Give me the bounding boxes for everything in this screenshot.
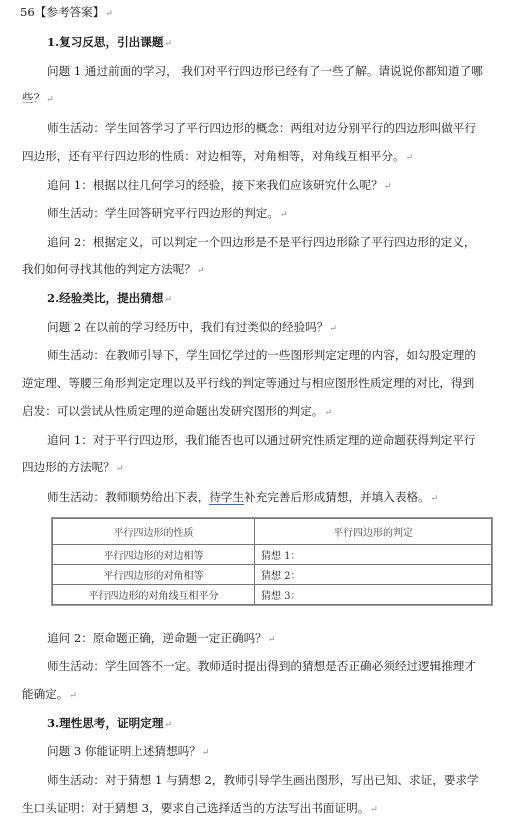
table-header-cell: 平行四边形的性质 (53, 519, 255, 545)
table-cell: 猜想 1： (255, 545, 492, 565)
section-heading-1: 1.复习反思，引出课题↵ (47, 35, 172, 49)
table-header-row (53, 519, 492, 545)
question-1-line-2: 些？↵ (22, 91, 54, 105)
followup-1: 追问 1：根据以往几何学习的经验，接下来我们应该研究什么呢？↵ (47, 178, 392, 192)
question-2: 问题 2 在以前的学习经历中，我们有过类似的经验吗？↵ (47, 320, 337, 334)
activity-3-line-3: 启发：可以尝试从性质定理的逆命题出发研究图形的判定。↵ (22, 404, 332, 418)
answer-title: 56【参考答案】↵ (20, 5, 113, 19)
table-cell: 平行四边形的对边相等 (53, 545, 255, 565)
activity-2: 师生活动：学生回答研究平行四边形的判定。↵ (47, 206, 288, 220)
activity-1-line-2: 四边形，还有平行四边形的性质：对边相等，对角相等，对角线互相平分。↵ (22, 149, 414, 163)
conjecture-table (52, 518, 492, 605)
activity-5-line-1: 师生活动：学生回答不一定。教师适时提出得到的猜想是否正确必须经过逻辑推理才 (47, 659, 476, 673)
followup-4: 追问 2：原命题正确，逆命题一定正确吗？↵ (47, 631, 276, 645)
activity-6-line-1: 师生活动：对于猜想 1 与猜想 2，教师引导学生画出图形，写出已知、求证，要求学 (47, 773, 479, 787)
question-3: 问题 3 你能证明上述猜想吗？↵ (47, 744, 210, 758)
activity-3-line-1: 师生活动：在教师引导下，学生回忆学过的一些图形判定定理的内容，如勾股定理的 (47, 348, 476, 362)
activity-6-line-2: 生口头证明：对于猜想 3，要求自己选择适当的方法写出书面证明。↵ (22, 801, 378, 815)
activity-3-line-2: 逆定理、等腰三角形判定定理以及平行线的判定等通过与相应图形性质定理的对比，得到 (22, 376, 475, 390)
section-heading-3: 3.理性思考，证明定理↵ (47, 716, 172, 730)
table-cell: 猜想 2： (255, 565, 492, 585)
question-1-line-1: 问题 1 通过前面的学习， 我们对平行四边形已经有了一些了解。请说说你都知道了哪 (47, 64, 483, 78)
followup-2-line-1: 追问 2：根据定义，可以判定一个四边形是不是平行四边形除了平行四边形的定义， (47, 235, 476, 249)
table-header-cell: 平行四边形的判定 (255, 519, 492, 545)
table-cell: 猜想 3： (255, 585, 492, 605)
section-heading-2: 2.经验类比，提出猜想↵ (47, 291, 172, 305)
table-cell: 平行四边形的对角相等 (53, 565, 255, 585)
activity-4: 师生活动：教师顺势给出下表，待学生补充完善后形成猜想，并填入表格。↵ (47, 490, 439, 504)
activity-5-line-2: 能确定。↵ (22, 687, 77, 701)
activity-1-line-1: 师生活动：学生回答学习了平行四边形的概念：两组对边分别平行的四边形叫做平行 (47, 121, 476, 135)
table-row (53, 565, 492, 585)
table-cell: 平行四边形的对角线互相平分 (53, 585, 255, 605)
followup-3-line-2: 四边形的方法呢？↵ (22, 460, 124, 474)
followup-3-line-1: 追问 1：对于平行四边形，我们能否也可以通过研究性质定理的逆命题获得判定平行 (47, 433, 476, 447)
table-row (53, 585, 492, 605)
table-row (53, 545, 492, 565)
spellcheck-underlined-text: 待学生 (209, 490, 245, 504)
followup-2-line-2: 我们如何寻找其他的判定方法呢？↵ (22, 262, 205, 276)
